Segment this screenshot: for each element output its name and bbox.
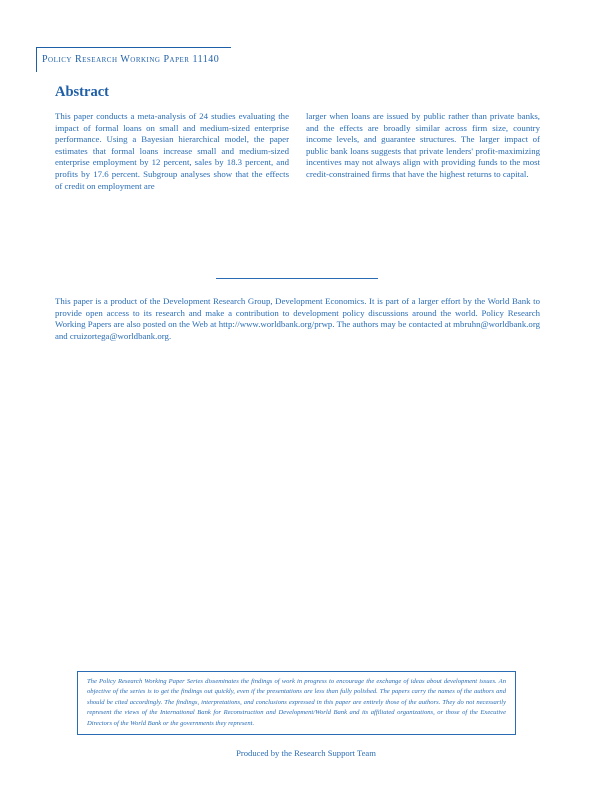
product-note: This paper is a product of the Development Research Group, Development Economics. It is part of a larger effort by the World Bank to provide open access to its research and make a contribution to development policy discussions around the world. Policy Research Working Papers are also posted on the Web at http://www.worldbank.org/prwp. The authors may be contacted at mbruhn@worldbank.org and cruizortega@worldbank.org. (55, 296, 540, 341)
abstract-column-left: This paper conducts a meta-analysis of 24 studies evaluating the impact of formal loans on small and medium-sized enterprise performance. Using a Bayesian hierarchical model, the paper estimates that formal loans increase small and medium-sized enterprise employment by 12 percent, sales by 18.3 percent, and profits by 17.6 percent. Subgroup analyses show that the effects of credit on employment are (55, 111, 289, 191)
section-divider (216, 278, 378, 279)
footer-credit: Produced by the Research Support Team (236, 748, 376, 758)
disclaimer-box (77, 671, 516, 735)
abstract-column-right: larger when loans are issued by public rather than private banks, and the effects are broadly similar across firm size, country income levels, and guarantee structures. The larger impact of public bank loans suggests that private lenders' profit-maximizing incentives may not always align with providing funds to the most credit-constrained firms that have the highest returns to capital. (306, 111, 540, 179)
series-header (36, 47, 231, 72)
series-title: Policy Research Working Paper 11140 (42, 54, 220, 65)
disclaimer-text: The Policy Research Working Paper Series disseminates the findings of work in progress to encourage the exchange of ideas about development issues. An objective of the series is to get the findings out quickly, even if the presentations are less than fully polished. The papers carry the names of the authors and should be cited accordingly. The findings, interpretations, and conclusions expressed in this paper are entirely those of the authors. They do not necessarily represent the views of the International Bank for Reconstruction and Development/World Bank and its affiliated organizations, or those of the Executive Directors of the World Bank or the governments they represent. (87, 678, 506, 727)
abstract-heading: Abstract (55, 84, 109, 100)
